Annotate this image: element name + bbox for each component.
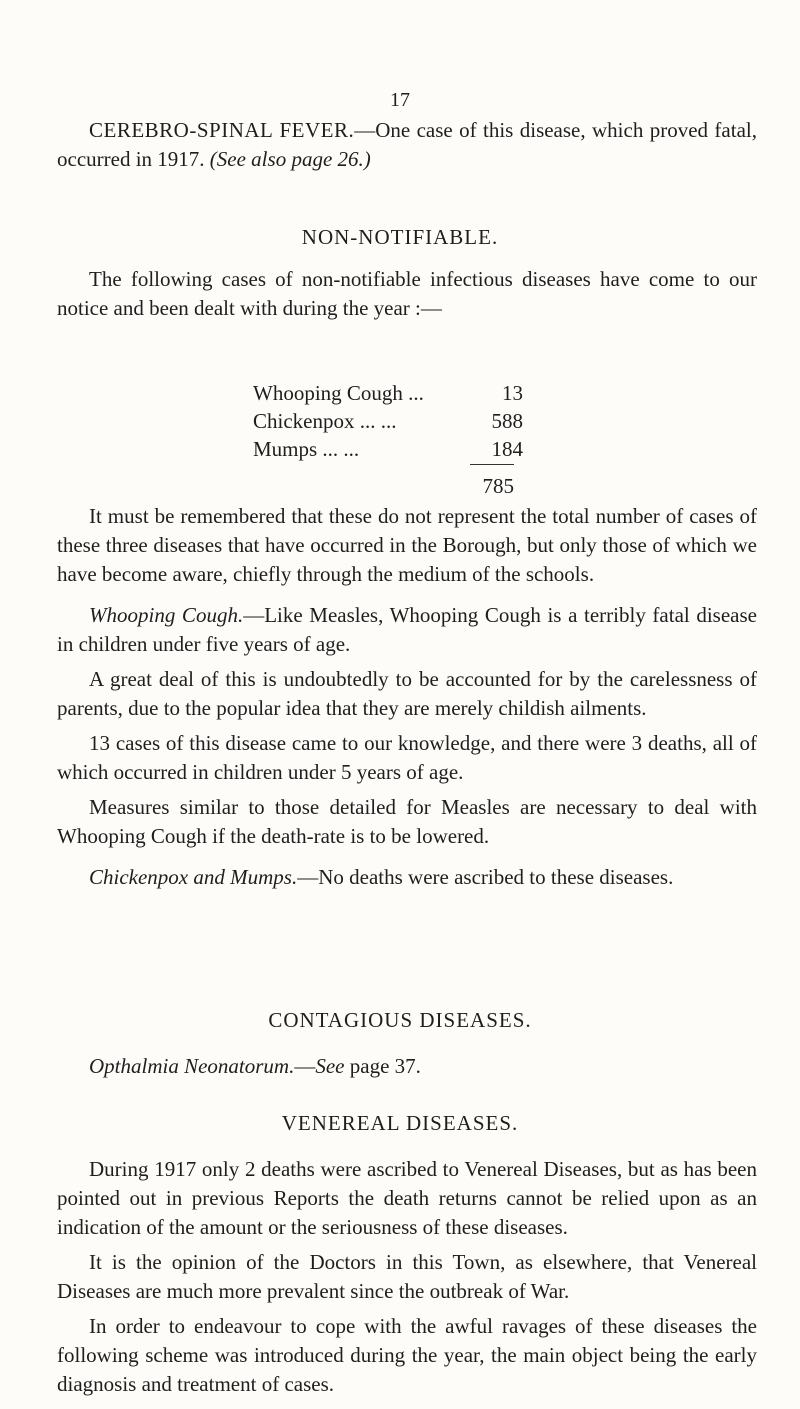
cerebro-spinal-ref: (See also page 26.): [209, 147, 371, 171]
whooping-cough-heading: Whooping Cough.: [89, 603, 244, 627]
disease-name: Chickenpox ... ...: [253, 409, 397, 433]
body-text-1: [57, 502, 757, 892]
total-rule: [470, 464, 514, 465]
section-title-venereal: VENEREAL DISEASES.: [281, 1111, 519, 1135]
case-count: 13: [502, 381, 523, 405]
total-count: 785: [482, 474, 514, 498]
case-count: 588: [491, 409, 523, 433]
whooping-cough-paragraph: Whooping Cough.—Like Measles, Whooping Cough is a terribly fatal disease in children under five years of age.: [57, 603, 757, 656]
disease-name: Mumps ... ...: [253, 437, 360, 461]
cerebro-spinal-text: —One case of this disease, which proved fatal, occurred in 1917.: [57, 118, 757, 171]
section-title-non-notifiable: NON-NOTIFIABLE.: [301, 225, 499, 249]
cerebro-spinal-heading: CEREBRO-SPINAL FEVER.: [89, 118, 355, 142]
case-count: 184: [491, 437, 523, 461]
page-number: 17: [390, 89, 410, 111]
doctors-opinion-paragraph: It is the opinion of the Doctors in this Town, as elsewhere, that Venereal Diseases are much more prevalent since the outbreak of War.: [57, 1250, 757, 1303]
cases-paragraph: 13 cases of this disease came to our knowledge, and there were 3 deaths, all of which occurred in children under 5 years of age.: [57, 731, 757, 784]
opthalmia-heading: Opthalmia Neonatorum.: [89, 1054, 295, 1078]
cases-table: [253, 379, 523, 463]
scheme-paragraph: In order to endeavour to cope with the awful ravages of these diseases the following scheme was introduced during the year, the main object being the early diagnosis and treatment of cases.: [57, 1314, 757, 1396]
table-row: [253, 435, 523, 463]
disease-name: Whooping Cough ...: [253, 381, 424, 405]
body-text-2: [57, 1155, 757, 1399]
chickenpox-mumps-paragraph: Chickenpox and Mumps.—No deaths were ascribed to these diseases.: [89, 865, 674, 889]
table-row: [253, 407, 523, 435]
remembered-paragraph: It must be remembered that these do not represent the total number of cases of these three diseases that have occurred in the Borough, but only those of which we have become aware, chiefly through the medium of the schools.: [57, 504, 757, 586]
great-deal-paragraph: A great deal of this is undoubtedly to be accounted for by the carelessness of parents, due to the popular idea that they are merely childish ailments.: [57, 667, 757, 720]
table-row: [253, 379, 523, 407]
chickenpox-mumps-heading: Chickenpox and Mumps.: [89, 865, 298, 889]
during-1917-paragraph: During 1917 only 2 deaths were ascribed to Venereal Diseases, but as has been pointed out in previous Reports the death returns cannot be relied upon as an indication of the amount or the seriousness of these diseases.: [57, 1157, 757, 1239]
cerebro-spinal-paragraph: [57, 116, 757, 174]
section-title-contagious: CONTAGIOUS DISEASES.: [268, 1008, 532, 1032]
opthalmia-paragraph: Opthalmia Neonatorum.—See page 37.: [89, 1054, 421, 1078]
intro-paragraph: The following cases of non-notifiable infectious diseases have come to our notice and been dealt with during the year :—: [57, 267, 757, 320]
measures-paragraph: Measures similar to those detailed for Measles are necessary to deal with Whooping Cough if the death-rate is to be lowered.: [57, 795, 757, 848]
